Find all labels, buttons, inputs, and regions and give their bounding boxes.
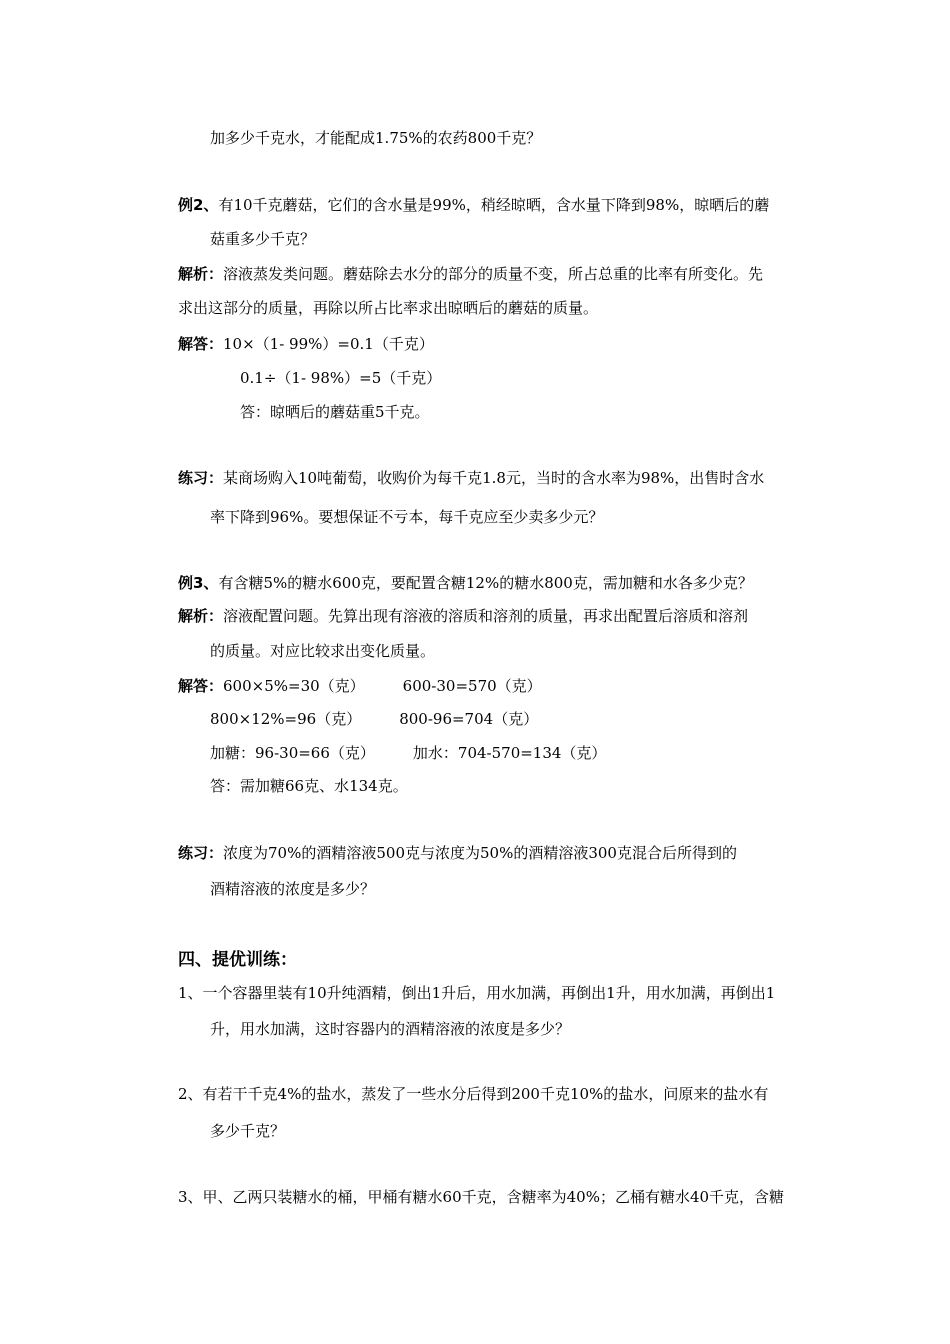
example-2-analysis-line-2: 求出这部分的质量，再除以所占比率求出晾晒后的蘑菇的质量。 (178, 299, 599, 317)
example-3-line-1: 例3、有含糖5%的糖水600克，要配置含糖12%的糖水800克，需加糖和水各多少克？ (178, 574, 753, 592)
question-2-line-2: 多少千克？ (210, 1122, 286, 1140)
practice-label: 练习： (178, 844, 224, 862)
example-2-answer-line-2: 0.1÷（1- 98%）=5（千克） (240, 369, 442, 387)
question-1-line-1: 1、一个容器里装有10升纯酒精，倒出1升后，用水加满，再倒出1升，用水加满，再倒出1 (178, 984, 776, 1002)
practice-label: 练习： (178, 469, 224, 487)
example-3-analysis-line-1: 解析：溶液配置问题。先算出现有溶液的溶质和溶剂的质量，再求出配置后溶质和溶剂 (178, 607, 749, 625)
intro-continuation: 加多少千克水，才能配成1.75%的农药800千克？ (210, 129, 542, 147)
example-3-label: 例3、 (178, 574, 219, 592)
section-4-heading: 四、提优训练： (178, 950, 297, 970)
answer-label: 解答： (178, 335, 224, 353)
practice-3-line-2: 酒精溶液的浓度是多少？ (210, 880, 376, 898)
example-2-line-2: 菇重多少千克？ (210, 230, 316, 248)
question-2-line-1: 2、有若干千克4%的盐水，蒸发了一些水分后得到200千克10%的盐水，问原来的盐水有 (178, 1085, 769, 1103)
question-3-line-1: 3、甲、乙两只装糖水的桶，甲桶有糖水60千克，含糖率为40%；乙桶有糖水40千克，含糖 (178, 1188, 785, 1206)
practice-2-line-2: 率下降到96%。要想保证不亏本，每千克应至少卖多少元？ (210, 508, 604, 526)
example-2-label: 例2、 (178, 196, 219, 214)
example-2-answer-line-1: 解答：10×（1- 99%）=0.1（千克） (178, 335, 434, 353)
analysis-label: 解析： (178, 265, 224, 283)
answer-label: 解答： (178, 677, 224, 695)
example-3-answer-line-4: 答：需加糖66克、水134克。 (210, 777, 408, 795)
example-3-analysis-line-2: 的质量。对应比较求出变化质量。 (210, 642, 436, 660)
example-2-answer-line-3: 答：晾晒后的蘑菇重5千克。 (240, 403, 430, 421)
example-2-analysis-line-1: 解析：溶液蒸发类问题。蘑菇除去水分的部分的质量不变，所占总重的比率有所变化。先 (178, 265, 764, 283)
example-3-answer-line-2: 800×12%=96（克） 800-96=704（克） (210, 710, 539, 728)
question-1-line-2: 升，用水加满，这时容器内的酒精溶液的浓度是多少？ (210, 1020, 571, 1038)
analysis-label: 解析： (178, 607, 224, 625)
practice-2-line-1: 练习：某商场购入10吨葡萄，收购价为每千克1.8元，当时的含水率为98%，出售时含水 (178, 469, 765, 487)
practice-3-line-1: 练习：浓度为70%的酒精溶液500克与浓度为50%的酒精溶液300克混合后所得到的 (178, 844, 737, 862)
example-3-answer-line-1: 解答：600×5%=30（克） 600-30=570（克） (178, 677, 542, 695)
example-2-line-1: 例2、有10千克蘑菇，它们的含水量是99%，稍经晾晒，含水量下降到98%，晾晒后的蘑 (178, 196, 770, 214)
example-3-answer-line-3: 加糖：96-30=66（克） 加水：704-570=134（克） (210, 744, 607, 762)
